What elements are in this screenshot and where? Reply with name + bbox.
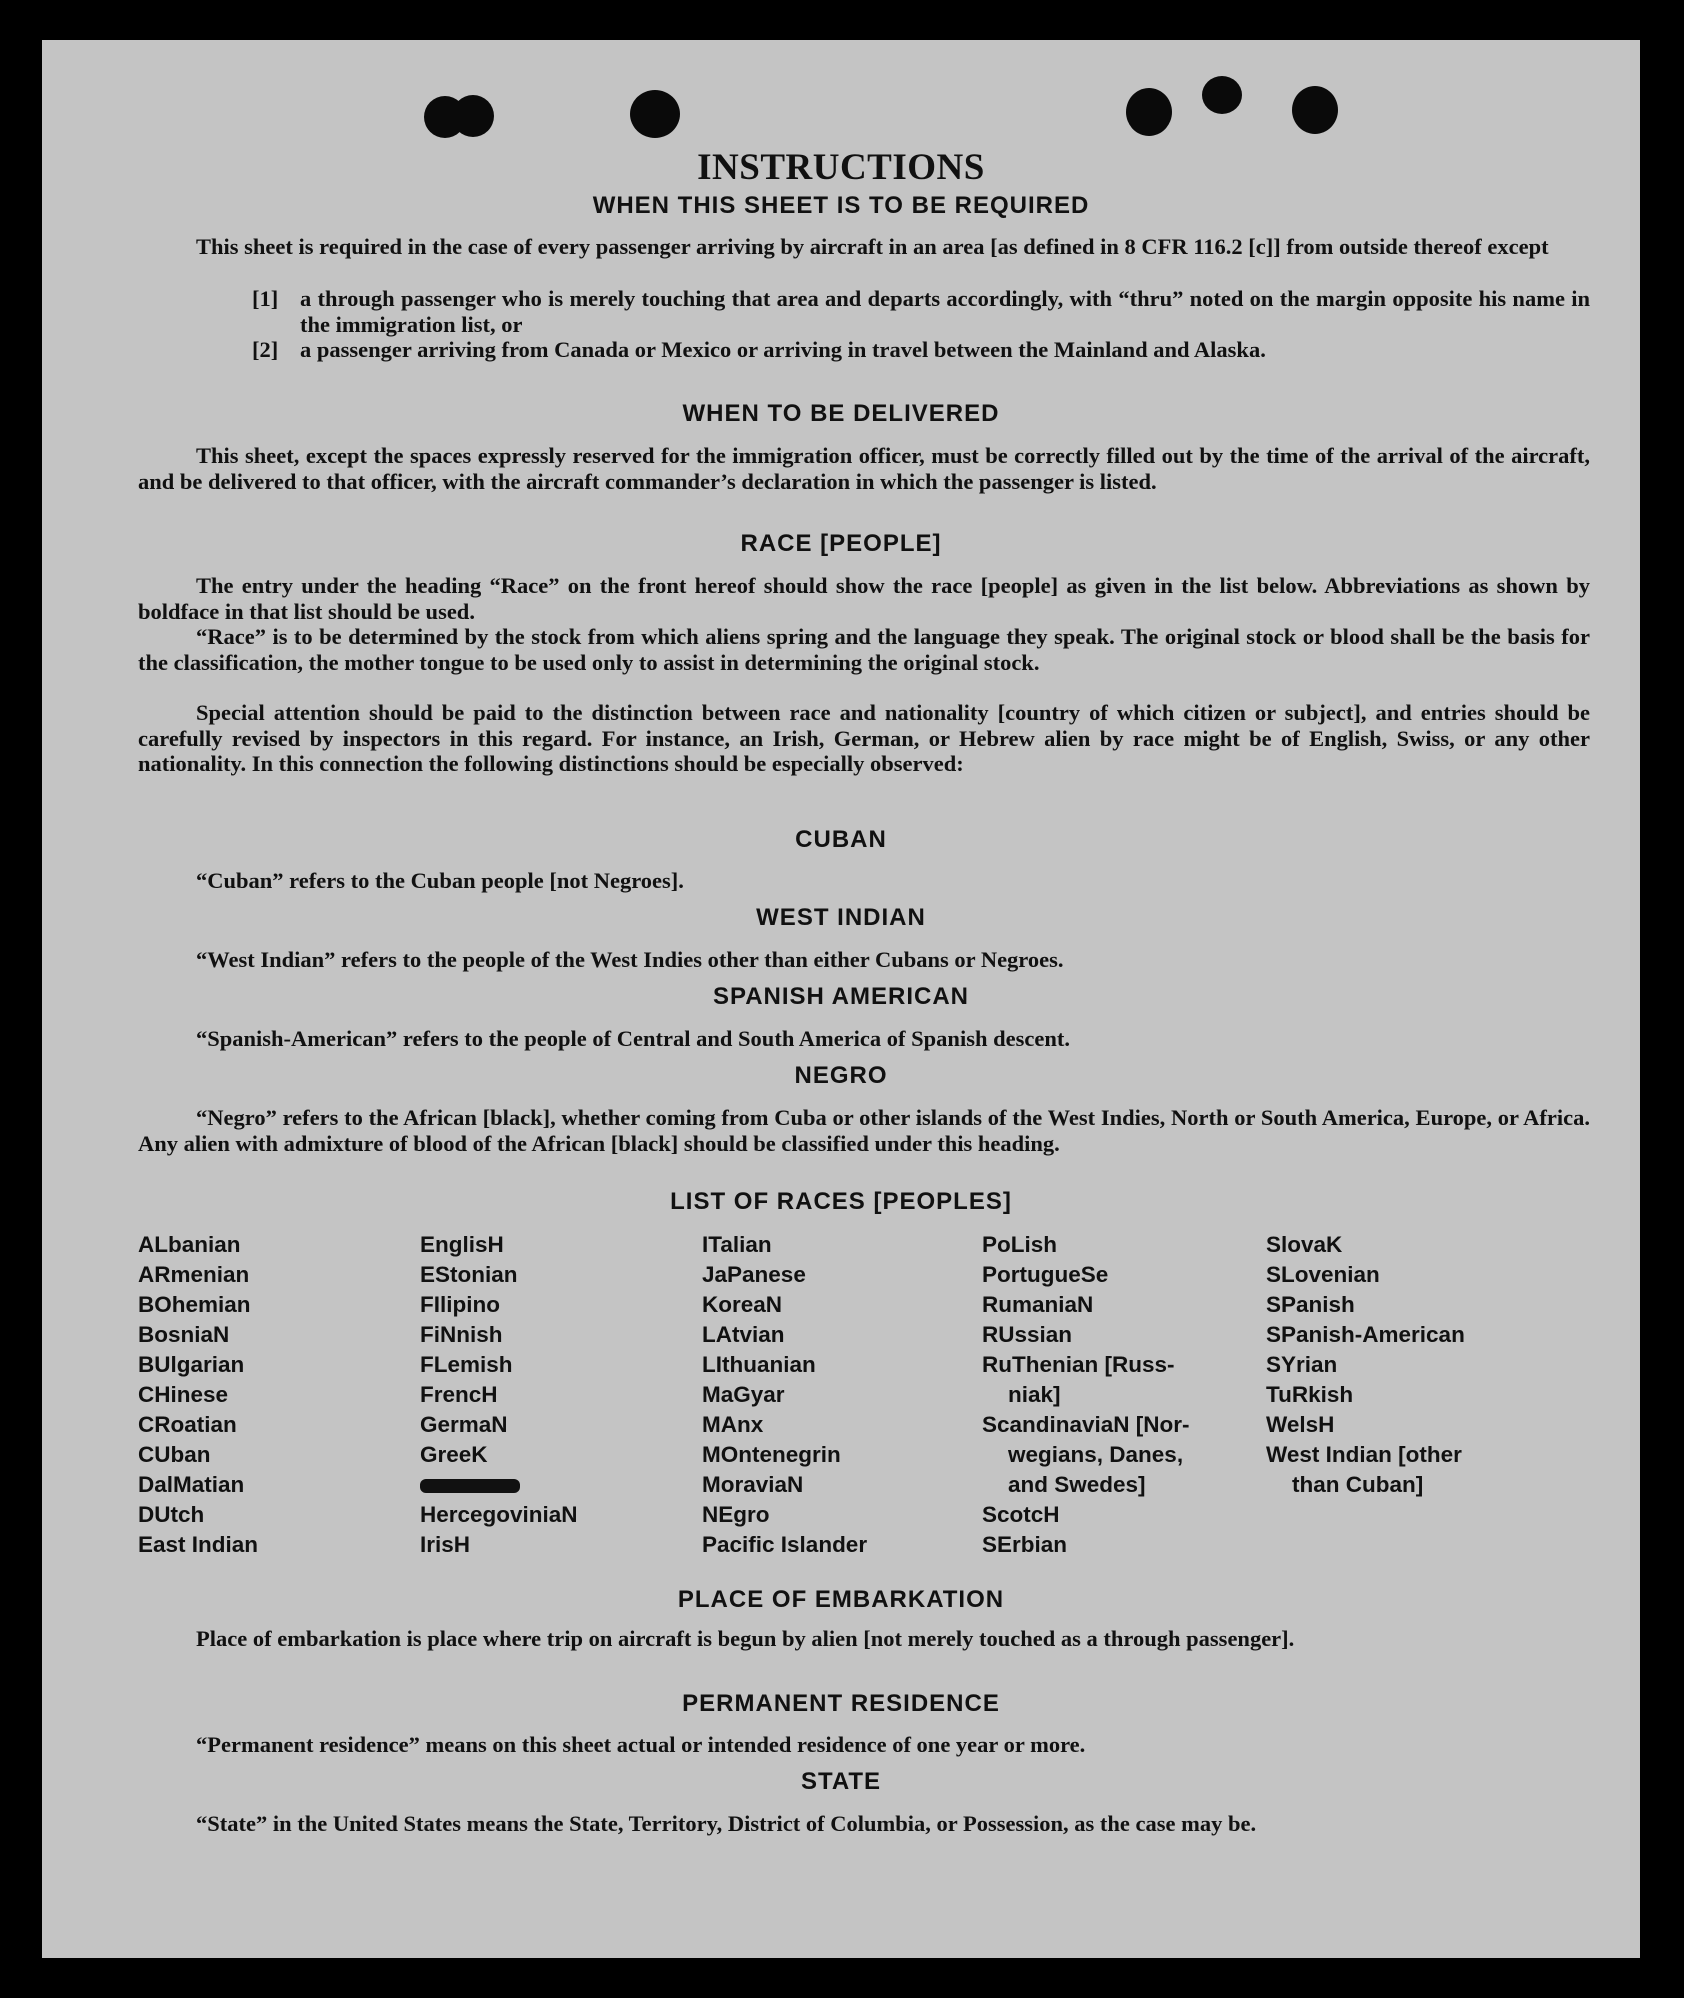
race-entry: SYrian (1266, 1352, 1338, 1377)
race-entry: SPanish-American (1266, 1322, 1465, 1347)
race-entry: CUban (138, 1442, 211, 1467)
punch-hole (1292, 86, 1338, 134)
race-paragraph-3: Special attention should be paid to the distinction between race and nationality [country of which citizen or subject], and entries should be carefully revised by inspectors in this regard. For instance, an Irish, German, or Hebrew alien by race might be of English, Swiss, or any other nationality. In this connection the following distinctions should be especially observed: (138, 700, 1590, 776)
race-entry: GermaN (420, 1412, 508, 1437)
races-column-5 (1266, 1230, 1465, 1500)
section-title-state: STATE (800, 1768, 882, 1795)
section-title-residence: PERMANENT RESIDENCE (682, 1690, 1000, 1717)
item-number: [2] (252, 337, 279, 362)
race-entry: FrencH (420, 1382, 498, 1407)
section-title-embarkation: PLACE OF EMBARKATION (677, 1586, 1005, 1613)
race-entry: East Indian (138, 1532, 259, 1557)
section-title-race: RACE [PEOPLE] (740, 530, 942, 557)
race-entry: TuRkish (1266, 1382, 1354, 1407)
race-entry: MaGyar (702, 1382, 785, 1407)
delivered-body: This sheet, except the spaces expressly reserved for the immigration officer, must be correctly filled out by the time of the arrival of the aircraft, and be delivered to that officer, with the aircraft commander’s declaration in which the passenger is listed. (138, 443, 1590, 494)
race-entry: West Indian [other (1266, 1442, 1462, 1467)
section-title-required: WHEN THIS SHEET IS TO BE REQUIRED (592, 192, 1090, 219)
west-indian-body: “West Indian” refers to the people of the West Indies other than either Cubans or Negroes. (196, 947, 1064, 972)
race-paragraph-2: “Race” is to be determined by the stock from which aliens spring and the language they speak. The original stock or blood shall be the basis for the classification, the mother tongue to be used only to assist in determining the original stock. (138, 624, 1590, 675)
section-title-list: LIST OF RACES [PEOPLES] (670, 1188, 1012, 1215)
race-entry: MOntenegrin (702, 1442, 841, 1467)
race-entry: DUtch (138, 1502, 205, 1527)
required-body: This sheet is required in the case of every passenger arriving by aircraft in an area [as defined in 8 CFR 116.2 [c]] from outside thereof except (196, 234, 1549, 259)
race-entry: LIthuanian (702, 1352, 816, 1377)
item-text: a through passenger who is merely touching that area and departs accordingly, with “thru” noted on the margin opposite his name in the immigration list, or (300, 286, 1590, 337)
race-entry: GreeK (420, 1442, 488, 1467)
race-entry: HercegoviniaN (420, 1502, 578, 1527)
race-entry: KoreaN (702, 1292, 783, 1317)
race-entry: FLemish (420, 1352, 513, 1377)
race-entry: SErbian (982, 1532, 1068, 1557)
race-entry: ITalian (702, 1232, 772, 1257)
race-entry: CHinese (138, 1382, 229, 1407)
race-entry: BosniaN (138, 1322, 230, 1347)
item-text: a passenger arriving from Canada or Mexico or arriving in travel between the Mainland and Alaska. (300, 337, 1266, 362)
negro-body: “Negro” refers to the African [black], whether coming from Cuba or other islands of the West Indies, North or South America, Europe, or Africa. Any alien with admixture of blood of the African [black] should be classified under this heading. (138, 1105, 1590, 1156)
race-entry: MoraviaN (702, 1472, 804, 1497)
race-entry: ScandinaviaN [Nor- (982, 1412, 1190, 1437)
race-entry: NEgro (702, 1502, 770, 1527)
race-entry: RuThenian [Russ- (982, 1352, 1175, 1377)
document-page (42, 40, 1640, 1958)
race-entry: WelsH (1266, 1412, 1335, 1437)
races-column-2 (420, 1230, 578, 1560)
punch-hole (1202, 76, 1242, 114)
residence-body: “Permanent residence” means on this sheet actual or intended residence of one year or more. (196, 1732, 1086, 1757)
section-title-west-indian: WEST INDIAN (756, 904, 926, 931)
race-entry: CRoatian (138, 1412, 237, 1437)
race-entry: ALbanian (138, 1232, 241, 1257)
page-title: INSTRUCTIONS (697, 147, 985, 188)
cuban-body: “Cuban” refers to the Cuban people [not Negroes]. (196, 868, 684, 893)
item-number: [1] (252, 286, 279, 311)
race-entry: EStonian (420, 1262, 518, 1287)
race-entry: PoLish (982, 1232, 1058, 1257)
race-entry-continued: niak] (1008, 1382, 1061, 1407)
race-entry: MAnx (702, 1412, 764, 1437)
punch-hole (452, 95, 494, 137)
embarkation-body: Place of embarkation is place where trip on aircraft is begun by alien [not merely touched as a through passenger]. (196, 1626, 1295, 1651)
race-entry: RUssian (982, 1322, 1073, 1347)
races-column-1 (138, 1230, 258, 1560)
race-entry: SLovenian (1266, 1262, 1380, 1287)
races-column-3 (702, 1230, 867, 1560)
race-entry: IrisH (420, 1532, 471, 1557)
spanish-american-body: “Spanish-American” refers to the people of Central and South America of Spanish descent. (196, 1026, 1070, 1051)
punch-hole (630, 90, 680, 138)
section-title-delivered: WHEN TO BE DELIVERED (682, 400, 1000, 427)
race-entry: JaPanese (702, 1262, 806, 1287)
race-entry: EnglisH (420, 1232, 504, 1257)
race-entry-continued: wegians, Danes, (1008, 1442, 1184, 1467)
exception-item-1 (252, 286, 1590, 337)
race-entry: BUlgarian (138, 1352, 245, 1377)
race-entry: FiNnish (420, 1322, 503, 1347)
race-entry: BOhemian (138, 1292, 251, 1317)
race-entry-continued: than Cuban] (1292, 1472, 1424, 1497)
punch-hole (1126, 88, 1172, 136)
race-entry: ARmenian (138, 1262, 250, 1287)
race-entry: PortugueSe (982, 1262, 1109, 1287)
race-entry: Pacific Islander (702, 1532, 868, 1557)
section-title-spanish-american: SPANISH AMERICAN (712, 983, 969, 1010)
race-entry: RumaniaN (982, 1292, 1094, 1317)
section-title-negro: NEGRO (794, 1062, 888, 1089)
section-title-cuban: CUBAN (795, 826, 887, 853)
exception-item-2 (252, 337, 1590, 363)
race-paragraph-1: The entry under the heading “Race” on the front hereof should show the race [people] as given in the list below. Abbreviations as shown by boldface in that list should be used. (138, 573, 1590, 624)
state-body: “State” in the United States means the State, Territory, District of Columbia, or Possession, as the case may be. (196, 1811, 1257, 1836)
races-column-4 (982, 1230, 1190, 1560)
redaction-mark (420, 1470, 578, 1500)
race-entry: SPanish (1266, 1292, 1355, 1317)
race-entry-continued: and Swedes] (1008, 1472, 1146, 1497)
race-entry: FIlipino (420, 1292, 500, 1317)
race-entry: LAtvian (702, 1322, 785, 1347)
race-entry: ScotcH (982, 1502, 1060, 1527)
race-entry: SlovaK (1266, 1232, 1343, 1257)
race-entry: DalMatian (138, 1472, 245, 1497)
